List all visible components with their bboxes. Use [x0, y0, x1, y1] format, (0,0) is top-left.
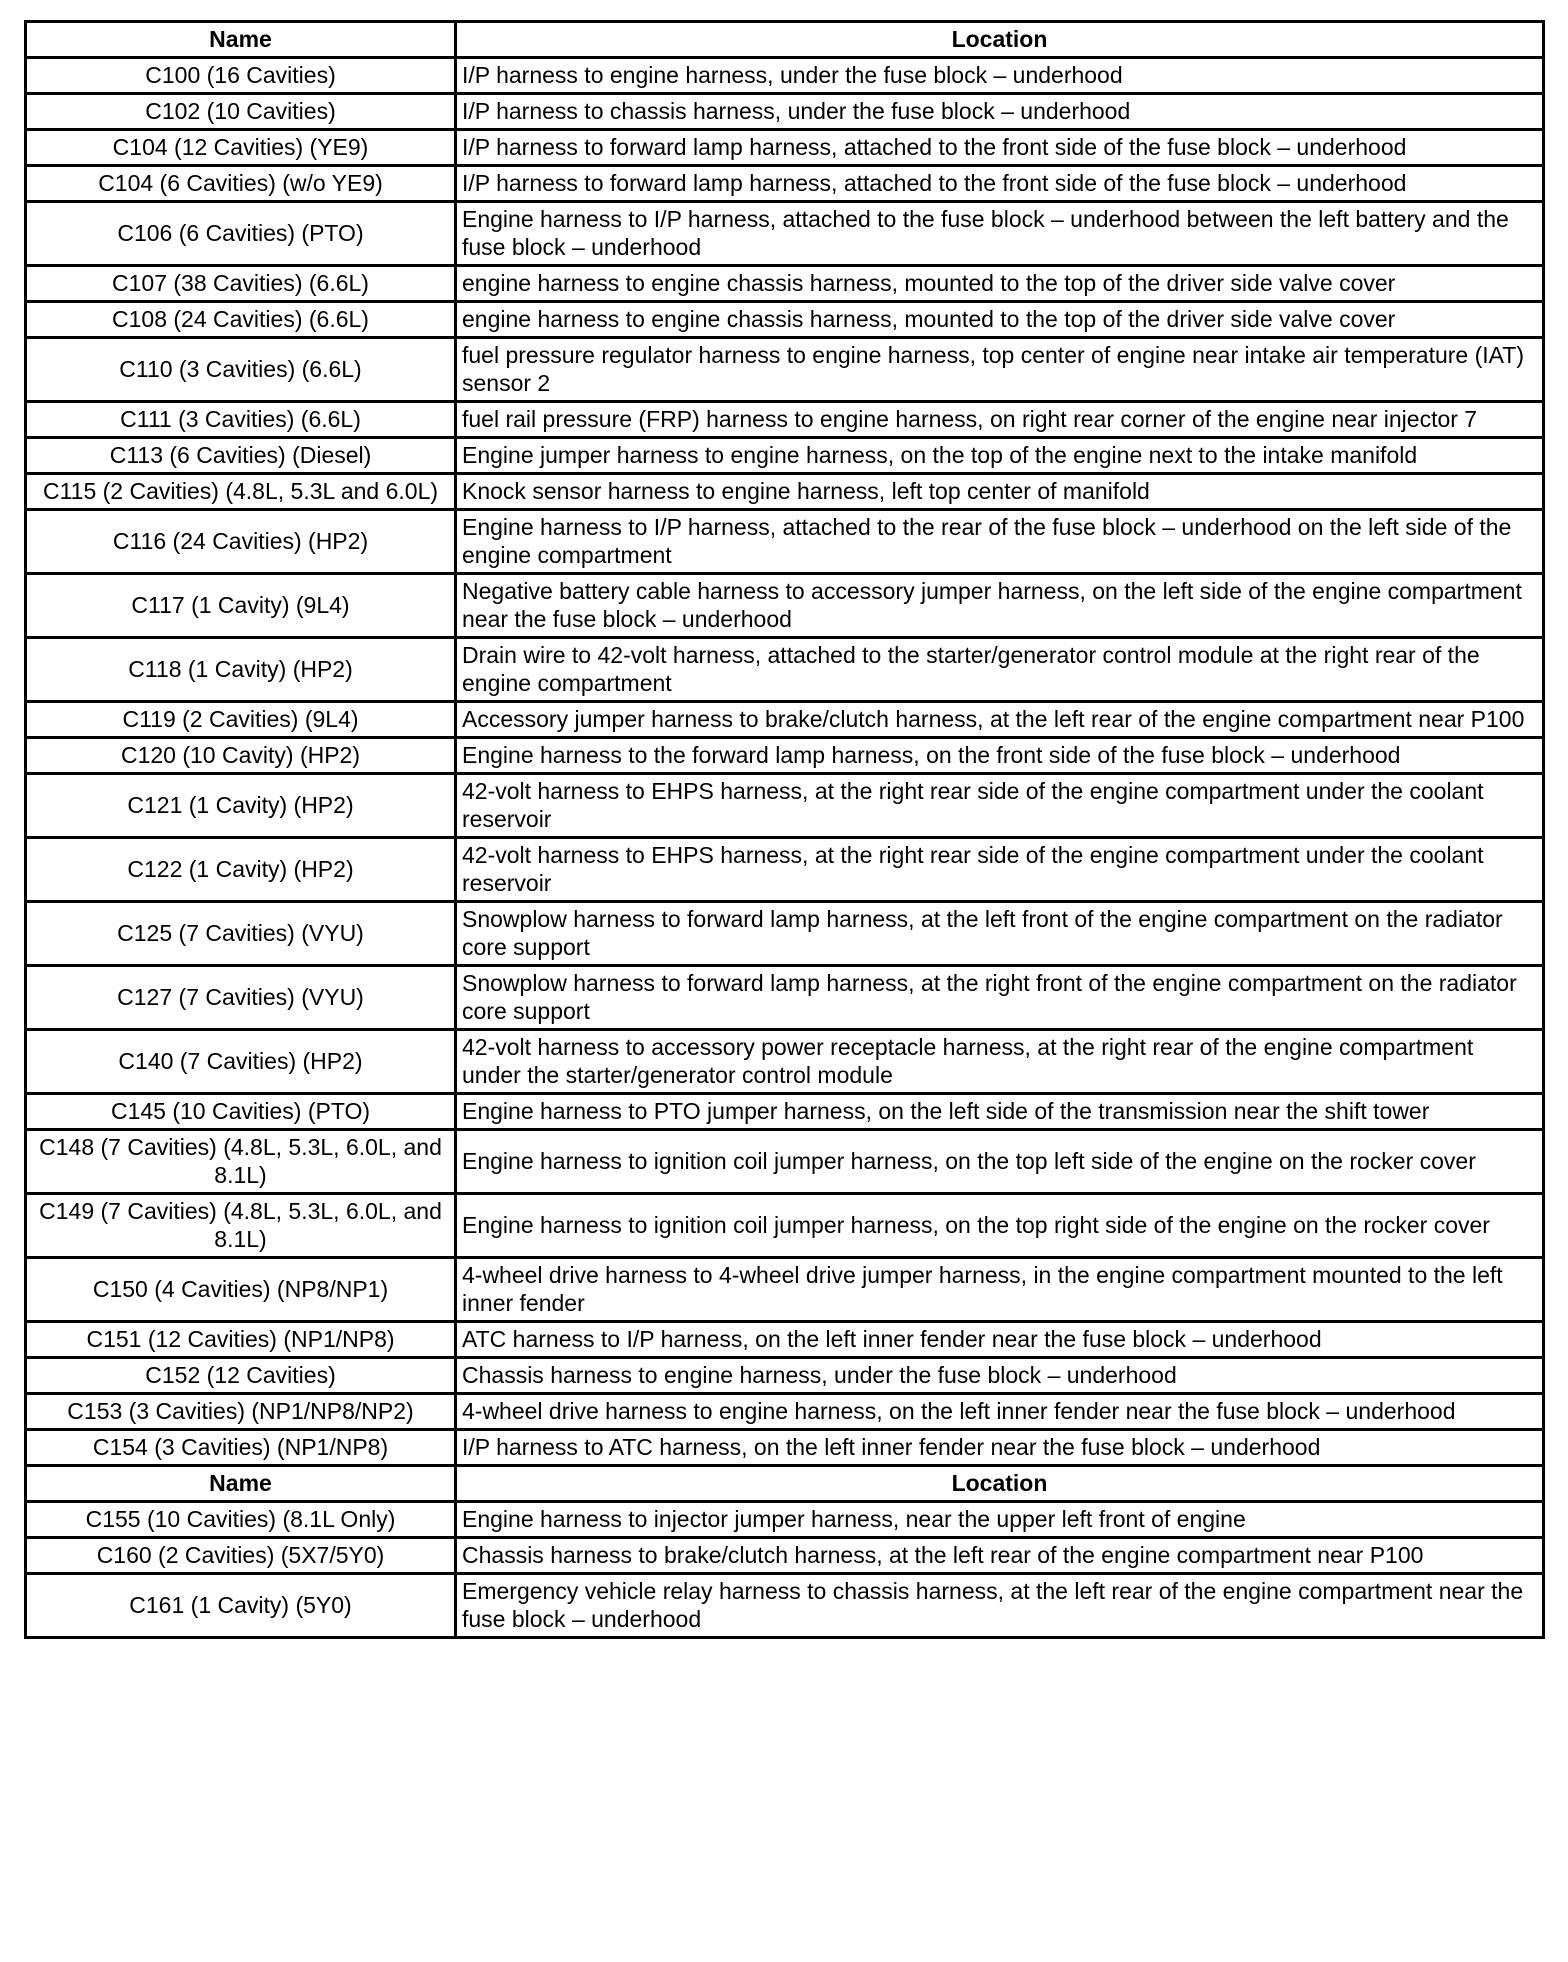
table-row [26, 1258, 1544, 1322]
connector-name-cell: C155 (10 Cavities) (8.1L Only) [26, 1502, 456, 1538]
connector-location-cell: Chassis harness to brake/clutch harness, at the left rear of the engine compartment near P100 [456, 1538, 1544, 1574]
connector-name-cell: C115 (2 Cavities) (4.8L, 5.3L and 6.0L) [26, 474, 456, 510]
table-row [26, 166, 1544, 202]
connector-location-cell: Engine harness to ignition coil jumper harness, on the top left side of the engine on the rocker cover [456, 1130, 1544, 1194]
connector-location-cell: Engine harness to ignition coil jumper harness, on the top right side of the engine on the rocker cover [456, 1194, 1544, 1258]
location-column-header: Location [456, 22, 1544, 58]
connector-location-cell: engine harness to engine chassis harness, mounted to the top of the driver side valve cover [456, 266, 1544, 302]
connector-location-cell: 42-volt harness to accessory power receptacle harness, at the right rear of the engine compartment under the starter/generator control module [456, 1030, 1544, 1094]
connector-name-cell: C149 (7 Cavities) (4.8L, 5.3L, 6.0L, and 8.1L) [26, 1194, 456, 1258]
connector-name-cell: C116 (24 Cavities) (HP2) [26, 510, 456, 574]
table-row [26, 266, 1544, 302]
connector-location-cell: Snowplow harness to forward lamp harness, at the left front of the engine compartment on the radiator core support [456, 902, 1544, 966]
connector-location-cell: fuel pressure regulator harness to engine harness, top center of engine near intake air temperature (IAT) sensor 2 [456, 338, 1544, 402]
table-row [26, 902, 1544, 966]
connector-name-cell: C153 (3 Cavities) (NP1/NP8/NP2) [26, 1394, 456, 1430]
connector-location-cell: Engine harness to PTO jumper harness, on the left side of the transmission near the shift tower [456, 1094, 1544, 1130]
repeated-header-row [26, 1466, 1544, 1502]
connector-name-cell: C102 (10 Cavities) [26, 94, 456, 130]
connector-location-cell: Engine jumper harness to engine harness, on the top of the engine next to the intake manifold [456, 438, 1544, 474]
connector-location-document [24, 20, 1542, 1639]
connector-location-cell: I/P harness to chassis harness, under the fuse block – underhood [456, 94, 1544, 130]
connector-location-cell: fuel rail pressure (FRP) harness to engine harness, on right rear corner of the engine near injector 7 [456, 402, 1544, 438]
connector-location-cell: I/P harness to engine harness, under the fuse block – underhood [456, 58, 1544, 94]
table-row [26, 638, 1544, 702]
connector-name-cell: C100 (16 Cavities) [26, 58, 456, 94]
table-row [26, 402, 1544, 438]
table-row [26, 1538, 1544, 1574]
connector-name-cell: C127 (7 Cavities) (VYU) [26, 966, 456, 1030]
table-body [26, 22, 1544, 1638]
connector-name-cell: C125 (7 Cavities) (VYU) [26, 902, 456, 966]
table-row [26, 1194, 1544, 1258]
name-column-header: Name [26, 1466, 456, 1502]
connector-location-cell: Engine harness to the forward lamp harness, on the front side of the fuse block – underhood [456, 738, 1544, 774]
connector-name-cell: C160 (2 Cavities) (5X7/5Y0) [26, 1538, 456, 1574]
table-row [26, 838, 1544, 902]
table-row [26, 1430, 1544, 1466]
connector-location-cell: I/P harness to forward lamp harness, attached to the front side of the fuse block – underhood [456, 130, 1544, 166]
table-row [26, 702, 1544, 738]
connector-name-cell: C140 (7 Cavities) (HP2) [26, 1030, 456, 1094]
table-row [26, 1322, 1544, 1358]
table-row [26, 966, 1544, 1030]
connector-location-cell: I/P harness to forward lamp harness, attached to the front side of the fuse block – underhood [456, 166, 1544, 202]
connector-name-cell: C151 (12 Cavities) (NP1/NP8) [26, 1322, 456, 1358]
connector-location-cell: 42-volt harness to EHPS harness, at the right rear side of the engine compartment under the coolant reservoir [456, 774, 1544, 838]
connector-location-cell: Knock sensor harness to engine harness, left top center of manifold [456, 474, 1544, 510]
connector-location-cell: 4-wheel drive harness to 4-wheel drive jumper harness, in the engine compartment mounted to the left inner fender [456, 1258, 1544, 1322]
connector-location-cell: Chassis harness to engine harness, under the fuse block – underhood [456, 1358, 1544, 1394]
connector-name-cell: C148 (7 Cavities) (4.8L, 5.3L, 6.0L, and 8.1L) [26, 1130, 456, 1194]
table-row [26, 202, 1544, 266]
connector-name-cell: C108 (24 Cavities) (6.6L) [26, 302, 456, 338]
connector-name-cell: C161 (1 Cavity) (5Y0) [26, 1574, 456, 1638]
connector-name-cell: C110 (3 Cavities) (6.6L) [26, 338, 456, 402]
connector-name-cell: C111 (3 Cavities) (6.6L) [26, 402, 456, 438]
connector-location-cell: ATC harness to I/P harness, on the left inner fender near the fuse block – underhood [456, 1322, 1544, 1358]
connector-name-cell: C118 (1 Cavity) (HP2) [26, 638, 456, 702]
header-row [26, 22, 1544, 58]
connector-name-cell: C113 (6 Cavities) (Diesel) [26, 438, 456, 474]
table-row [26, 774, 1544, 838]
table-row [26, 510, 1544, 574]
table-row [26, 574, 1544, 638]
table-row [26, 1030, 1544, 1094]
table-row [26, 1130, 1544, 1194]
connector-location-cell: Accessory jumper harness to brake/clutch harness, at the left rear of the engine compartment near P100 [456, 702, 1544, 738]
table-row [26, 338, 1544, 402]
connector-name-cell: C106 (6 Cavities) (PTO) [26, 202, 456, 266]
table-row [26, 58, 1544, 94]
table-row [26, 438, 1544, 474]
connector-location-cell: 42-volt harness to EHPS harness, at the right rear side of the engine compartment under the coolant reservoir [456, 838, 1544, 902]
connector-name-cell: C121 (1 Cavity) (HP2) [26, 774, 456, 838]
table-row [26, 1574, 1544, 1638]
connector-location-cell: I/P harness to ATC harness, on the left inner fender near the fuse block – underhood [456, 1430, 1544, 1466]
table-row [26, 1502, 1544, 1538]
connector-location-table [24, 20, 1545, 1639]
connector-location-cell: Emergency vehicle relay harness to chassis harness, at the left rear of the engine compartment near the fuse block – underhood [456, 1574, 1544, 1638]
connector-name-cell: C119 (2 Cavities) (9L4) [26, 702, 456, 738]
table-row [26, 738, 1544, 774]
connector-location-cell: Snowplow harness to forward lamp harness, at the right front of the engine compartment on the radiator core support [456, 966, 1544, 1030]
connector-name-cell: C117 (1 Cavity) (9L4) [26, 574, 456, 638]
connector-name-cell: C145 (10 Cavities) (PTO) [26, 1094, 456, 1130]
location-column-header: Location [456, 1466, 1544, 1502]
table-row [26, 1358, 1544, 1394]
connector-location-cell: Drain wire to 42-volt harness, attached to the starter/generator control module at the right rear of the engine compartment [456, 638, 1544, 702]
connector-location-cell: 4-wheel drive harness to engine harness, on the left inner fender near the fuse block – underhood [456, 1394, 1544, 1430]
connector-name-cell: C154 (3 Cavities) (NP1/NP8) [26, 1430, 456, 1466]
connector-name-cell: C122 (1 Cavity) (HP2) [26, 838, 456, 902]
connector-name-cell: C104 (12 Cavities) (YE9) [26, 130, 456, 166]
name-column-header: Name [26, 22, 456, 58]
connector-name-cell: C152 (12 Cavities) [26, 1358, 456, 1394]
table-row [26, 130, 1544, 166]
connector-name-cell: C150 (4 Cavities) (NP8/NP1) [26, 1258, 456, 1322]
connector-location-cell: Engine harness to I/P harness, attached to the rear of the fuse block – underhood on the left side of the engine compartment [456, 510, 1544, 574]
table-row [26, 1094, 1544, 1130]
table-row [26, 94, 1544, 130]
table-row [26, 474, 1544, 510]
connector-location-cell: Engine harness to injector jumper harness, near the upper left front of engine [456, 1502, 1544, 1538]
connector-name-cell: C104 (6 Cavities) (w/o YE9) [26, 166, 456, 202]
connector-name-cell: C120 (10 Cavity) (HP2) [26, 738, 456, 774]
connector-location-cell: Engine harness to I/P harness, attached to the fuse block – underhood between the left battery and the fuse block – underhood [456, 202, 1544, 266]
table-row [26, 302, 1544, 338]
connector-location-cell: Negative battery cable harness to accessory jumper harness, on the left side of the engine compartment near the fuse block – underhood [456, 574, 1544, 638]
connector-location-cell: engine harness to engine chassis harness, mounted to the top of the driver side valve cover [456, 302, 1544, 338]
table-row [26, 1394, 1544, 1430]
connector-name-cell: C107 (38 Cavities) (6.6L) [26, 266, 456, 302]
